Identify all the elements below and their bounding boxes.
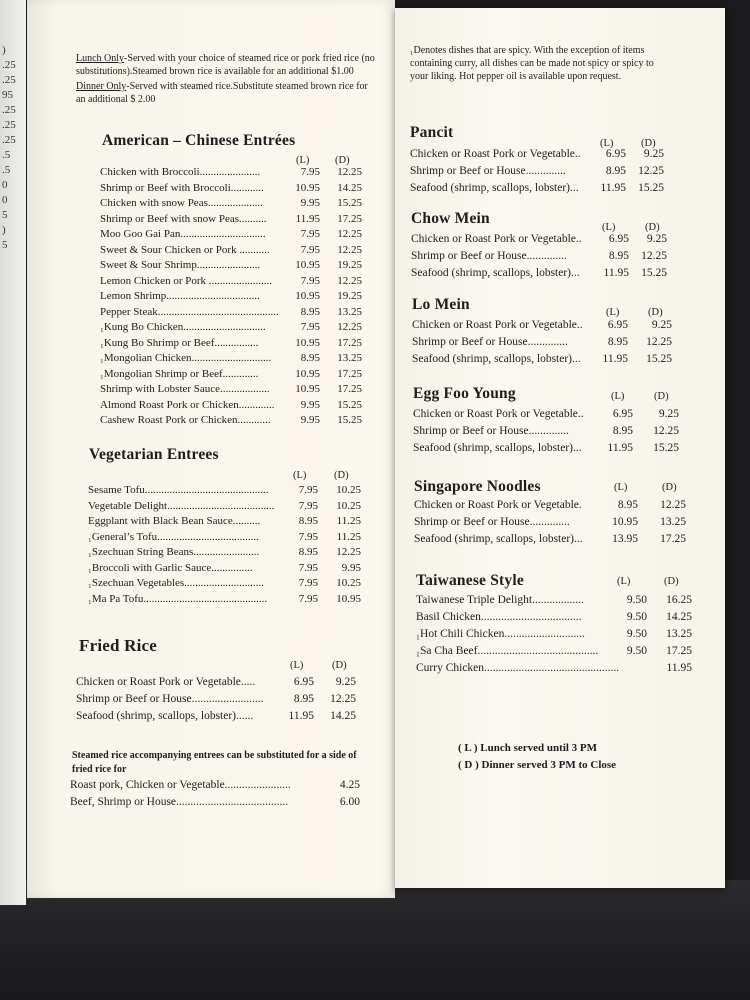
lunch-price: 11.95 xyxy=(295,212,320,225)
menu-item-name: Seafood (shrimp, scallops, lobster)... xyxy=(411,267,580,279)
header-lunch: (L) xyxy=(611,391,625,402)
dinner-price: 17.25 xyxy=(337,336,362,349)
lunch-price: 8.95 xyxy=(617,499,638,511)
header-dinner: (D) xyxy=(662,482,677,493)
dinner-price: 16.25 xyxy=(666,594,692,606)
lunch-price: 8.95 xyxy=(605,165,626,177)
menu-item-name: ₁Sa Cha Beef.......................................... xyxy=(416,645,599,657)
menu-item-name: Chicken with Broccoli...................... xyxy=(100,166,261,178)
dinner-price: 9.95 xyxy=(341,561,361,574)
left-edge-fragment: .5 xyxy=(2,149,11,161)
lunch-price: 8.95 xyxy=(298,546,318,558)
menu-item-name: ₁Mongolian Shrimp or Beef............. xyxy=(100,367,259,380)
lunch-price: 9.50 xyxy=(626,628,647,640)
dinner-price: 12.25 xyxy=(641,250,667,262)
lunch-price: 10.95 xyxy=(295,290,320,302)
dinner-only-text: -Served with steamed rice.Substitute steamed brown rice for an additional $ 2.00 xyxy=(76,81,368,105)
menu-item-name: Chicken or Roast Pork or Vegetable.. xyxy=(413,408,584,420)
lunch-price: 10.95 xyxy=(295,383,320,395)
hours-legend xyxy=(458,740,616,774)
lunch-price: 6.95 xyxy=(605,148,626,160)
lunch-price: 10.95 xyxy=(295,259,320,271)
lunch-price: 11.95 xyxy=(603,267,629,279)
menu-item-name: Shrimp with Lobster Sauce.................. xyxy=(100,383,270,395)
lunch-price: 6.95 xyxy=(607,319,628,331)
dinner-price: 13.25 xyxy=(660,516,686,528)
lunch-price: 7.95 xyxy=(298,484,318,496)
dinner-price: 14.25 xyxy=(666,611,692,623)
lunch-price: 11.95 xyxy=(607,442,633,454)
dinner-price: 11.25 xyxy=(336,515,361,527)
header-lunch: (L) xyxy=(614,482,628,493)
dinner-price: 12.25 xyxy=(337,228,362,240)
header-dinner: (D) xyxy=(648,307,663,318)
header-lunch: (L) xyxy=(600,138,614,149)
lunch-price: 11.95 xyxy=(602,353,628,365)
section-title-pancit: Pancit xyxy=(410,124,454,141)
dinner-price: 17.25 xyxy=(337,367,362,380)
menu-item-name: Taiwanese Triple Delight.................. xyxy=(416,594,584,606)
menu-item-name: Sesame Tofu............................................. xyxy=(88,484,269,496)
header-dinner: (D) xyxy=(641,138,656,149)
lunch-price: 8.95 xyxy=(293,693,314,705)
lunch-price: 7.95 xyxy=(300,166,320,178)
dinner-price: 17.25 xyxy=(666,645,692,657)
intro-note xyxy=(76,52,376,108)
dinner-price: 9.25 xyxy=(335,676,356,688)
fried-rice-substitution-note: Steamed rice accompanying entrees can be substituted for a side of fried rice for xyxy=(72,750,357,775)
dinner-price: 12.25 xyxy=(337,243,362,256)
header-dinner: (D) xyxy=(645,222,660,233)
menu-item-name: Chicken or Roast Pork or Vegetable.. xyxy=(410,148,581,160)
dinner-price: 15.25 xyxy=(653,442,679,454)
substitution-price: 6.00 xyxy=(339,796,360,808)
lunch-only-text: -Served with your choice of steamed rice or pork fried rice (no substitutions).Steamed brown rice is available for an additional $1.00 xyxy=(76,53,375,77)
section-title-singapore-noodles: Singapore Noodles xyxy=(414,478,541,495)
menu-item-name: ₁General’s Tofu..................................... xyxy=(88,530,259,543)
menu-item-name: Vegetable Delight....................................... xyxy=(88,499,275,512)
menu-item-name: Chicken or Roast Pork or Vegetable..... xyxy=(76,676,256,688)
legend-dinner: ( D ) Dinner served 3 PM to Close xyxy=(458,759,617,771)
legend-lunch: ( L ) Lunch served until 3 PM xyxy=(458,742,598,754)
dinner-price: 9.25 xyxy=(646,233,667,245)
header-dinner: (D) xyxy=(332,660,347,671)
menu-item-name: Shrimp or Beef with snow Peas.......... xyxy=(100,212,267,225)
section-title-fried-rice: Fried Rice xyxy=(79,636,157,655)
substitution-name: Beef, Shrimp or House....................................... xyxy=(70,796,289,808)
menu-item-name: Chicken or Roast Pork or Vegetable. xyxy=(414,499,582,511)
dinner-price: 12.25 xyxy=(337,274,362,287)
header-dinner: (D) xyxy=(654,391,669,402)
menu-item-name: Shrimp or Beef or House.............. xyxy=(410,165,566,177)
menu-item-name: ₁Mongolian Chicken............................. xyxy=(100,352,272,364)
lunch-price: 9.50 xyxy=(626,594,647,606)
menu-item-name: Shrimp or Beef or House.............. xyxy=(412,336,568,348)
menu-item-name: Chicken or Roast Pork or Vegetable.. xyxy=(411,233,582,245)
section-title-chow-mein: Chow Mein xyxy=(411,210,490,227)
menu-item-name: Eggplant with Black Bean Sauce.......... xyxy=(88,515,261,527)
lunch-price: 8.95 xyxy=(300,352,320,364)
menu-item-name: Seafood (shrimp, scallops, lobster)...... xyxy=(76,710,254,722)
menu-item-name: ₁Szechuan Vegetables............................. xyxy=(88,577,264,589)
lunch-price: 10.95 xyxy=(612,516,638,528)
lunch-price: 10.95 xyxy=(295,367,320,380)
dinner-price: 10.95 xyxy=(336,592,361,605)
lunch-price: 13.95 xyxy=(612,533,638,545)
lunch-price: 7.95 xyxy=(298,561,318,574)
lunch-price: 7.95 xyxy=(300,243,320,256)
dinner-price: 17.25 xyxy=(660,533,686,545)
menu-item-name: Sweet & Sour Chicken or Pork ........... xyxy=(100,243,270,256)
menu-item-name: Moo Goo Gai Pan............................... xyxy=(100,228,266,240)
dinner-price: 17.25 xyxy=(337,383,362,395)
table-surface xyxy=(0,880,750,1000)
header-lunch: (L) xyxy=(296,155,310,166)
lunch-price: 11.95 xyxy=(600,182,626,194)
left-edge-fragment: .25 xyxy=(2,59,16,71)
dinner-price: 12.25 xyxy=(638,165,664,177)
section-title-egg-foo-young: Egg Foo Young xyxy=(413,385,516,402)
menu-item-name: Seafood (shrimp, scallops, lobster)... xyxy=(414,533,583,545)
section-title-lo-mein: Lo Mein xyxy=(412,296,470,313)
dinner-price: 14.25 xyxy=(330,710,356,722)
header-lunch: (L) xyxy=(617,576,631,587)
lunch-only-label: Lunch Only xyxy=(76,53,125,64)
dinner-price: 15.25 xyxy=(638,182,664,194)
menu-item-name: ₁Hot Chili Chicken............................ xyxy=(416,628,585,640)
lunch-price: 7.95 xyxy=(298,499,318,512)
left-edge-fragment: 5 xyxy=(2,239,8,251)
lunch-price: 7.95 xyxy=(298,577,318,589)
dinner-price: 12.25 xyxy=(337,321,362,333)
lunch-price: 7.95 xyxy=(300,321,320,333)
dinner-price: 9.25 xyxy=(658,408,679,420)
substitution-name: Roast pork, Chicken or Vegetable....................... xyxy=(70,779,291,791)
left-edge-fragment: 0 xyxy=(2,194,8,206)
lunch-price: 6.95 xyxy=(612,408,633,420)
left-menu-page-edge xyxy=(0,0,26,905)
lunch-price: 10.95 xyxy=(295,181,320,194)
menu-item-name: ₁Kung Bo Chicken.............................. xyxy=(100,321,266,333)
left-edge-fragment: 95 xyxy=(2,89,13,101)
menu-item-name: ₁Kung Bo Shrimp or Beef................ xyxy=(100,336,259,349)
lunch-price: 9.50 xyxy=(626,611,647,623)
dinner-price: 13.25 xyxy=(337,352,362,364)
dinner-price: 13.25 xyxy=(337,305,362,318)
header-dinner: (D) xyxy=(335,155,350,166)
lunch-price: 8.95 xyxy=(607,336,628,348)
lunch-price: 9.95 xyxy=(300,414,320,426)
menu-item-name: Basil Chicken................................... xyxy=(416,611,582,623)
menu-item-name: Shrimp or Beef with Broccoli............ xyxy=(100,181,264,194)
left-edge-fragment: ) xyxy=(2,224,6,236)
dinner-price: 11.95 xyxy=(666,662,692,674)
dinner-price: 19.25 xyxy=(337,259,362,271)
header-dinner: (D) xyxy=(334,470,349,481)
lunch-price: 6.95 xyxy=(293,676,314,688)
dinner-price: 15.25 xyxy=(337,398,362,411)
dinner-only-label: Dinner Only xyxy=(76,81,127,92)
menu-item-name: ₁Ma Pa Tofu............................................. xyxy=(88,592,268,605)
menu-item-name: Shrimp or Beef or House.............. xyxy=(411,250,567,262)
dinner-price: 12.25 xyxy=(646,336,672,348)
menu-item-name: Lemon Chicken or Pork ....................... xyxy=(100,274,273,287)
dinner-price: 9.25 xyxy=(651,319,672,331)
lunch-price: 8.95 xyxy=(612,425,633,437)
header-lunch: (L) xyxy=(602,222,616,233)
left-edge-fragment: .25 xyxy=(2,119,16,131)
dinner-price: 9.25 xyxy=(643,148,664,160)
substitution-price: 4.25 xyxy=(339,779,360,791)
section-title-taiwanese-style: Taiwanese Style xyxy=(416,572,524,589)
lunch-price: 9.50 xyxy=(626,645,647,657)
lunch-price: 9.95 xyxy=(300,197,320,209)
lunch-price: 7.95 xyxy=(298,530,318,543)
dinner-price: 13.25 xyxy=(666,628,692,640)
dinner-price: 17.25 xyxy=(337,212,362,225)
menu-item-name: Pepper Steak............................................ xyxy=(100,305,279,318)
dinner-price: 14.25 xyxy=(337,181,362,194)
section-title-vegetarian: Vegetarian Entrees xyxy=(89,446,219,463)
menu-item-name: ₁Szechuan String Beans........................ xyxy=(88,546,260,558)
header-lunch: (L) xyxy=(290,660,304,671)
header-lunch: (L) xyxy=(293,470,307,481)
menu-item-name: Shrimp or Beef or House.............. xyxy=(413,425,569,437)
lunch-price: 8.95 xyxy=(300,305,320,318)
lunch-price: 6.95 xyxy=(608,233,629,245)
dinner-price: 19.25 xyxy=(337,290,362,302)
header-lunch: (L) xyxy=(606,307,620,318)
left-edge-fragment: 0 xyxy=(2,179,8,191)
menu-item-name: Seafood (shrimp, scallops, lobster)... xyxy=(412,353,581,365)
dinner-price: 10.25 xyxy=(336,577,361,589)
dinner-price: 10.25 xyxy=(336,484,361,496)
dinner-price: 12.25 xyxy=(330,693,356,705)
menu-item-name: Shrimp or Beef or House.............. xyxy=(414,516,570,528)
dinner-price: 15.25 xyxy=(337,414,362,426)
lunch-price: 9.95 xyxy=(300,398,320,411)
lunch-price: 7.95 xyxy=(300,274,320,287)
dinner-price: 12.25 xyxy=(653,425,679,437)
menu-item-name: Curry Chicken............................................... xyxy=(416,662,620,674)
lunch-price: 10.95 xyxy=(295,336,320,349)
dinner-price: 12.25 xyxy=(336,546,361,558)
lunch-price: 7.95 xyxy=(300,228,320,240)
lunch-price: 7.95 xyxy=(298,592,318,605)
dinner-price: 12.25 xyxy=(337,166,362,178)
dinner-price: 12.25 xyxy=(660,499,686,511)
section-title-american: American – Chinese Entrées xyxy=(102,132,296,149)
menu-item-name: Shrimp or Beef or House......................... xyxy=(76,693,264,705)
left-edge-fragment: .5 xyxy=(2,164,11,176)
lunch-price: 11.95 xyxy=(288,710,314,722)
left-edge-fragment: .25 xyxy=(2,74,16,86)
menu-item-name: Seafood (shrimp, scallops, lobster)... xyxy=(410,182,579,194)
lunch-price: 8.95 xyxy=(298,515,318,527)
left-edge-fragment: 5 xyxy=(2,209,8,221)
left-edge-fragment: .25 xyxy=(2,134,16,146)
header-dinner: (D) xyxy=(664,576,679,587)
left-edge-fragment: .25 xyxy=(2,104,16,116)
menu-item-name: Seafood (shrimp, scallops, lobster)... xyxy=(413,442,582,454)
menu-item-name: Chicken with snow Peas.................... xyxy=(100,197,263,209)
menu-item-name: ₁Broccoli with Garlic Sauce............... xyxy=(88,561,253,574)
spicy-note: ₁Denotes dishes that are spicy. With the exception of items containing curry, all dishes can be made not spicy or spicy to your liking. Hot pepper oil is available upon request. xyxy=(410,45,654,82)
dinner-price: 10.25 xyxy=(336,499,361,512)
dinner-price: 15.25 xyxy=(337,197,362,209)
menu-item-name: Lemon Shrimp.................................. xyxy=(100,290,260,302)
left-edge-fragment: ) xyxy=(2,44,6,56)
menu-item-name: Cashew Roast Pork or Chicken............ xyxy=(100,414,271,426)
dinner-price: 15.25 xyxy=(641,267,667,279)
lunch-price: 8.95 xyxy=(608,250,629,262)
menu-item-name: Chicken or Roast Pork or Vegetable.. xyxy=(412,319,583,331)
menu-item-name: Almond Roast Pork or Chicken............. xyxy=(100,398,275,411)
menu-item-name: Sweet & Sour Shrimp....................... xyxy=(100,259,261,271)
dinner-price: 11.25 xyxy=(336,530,361,543)
dinner-price: 15.25 xyxy=(646,353,672,365)
